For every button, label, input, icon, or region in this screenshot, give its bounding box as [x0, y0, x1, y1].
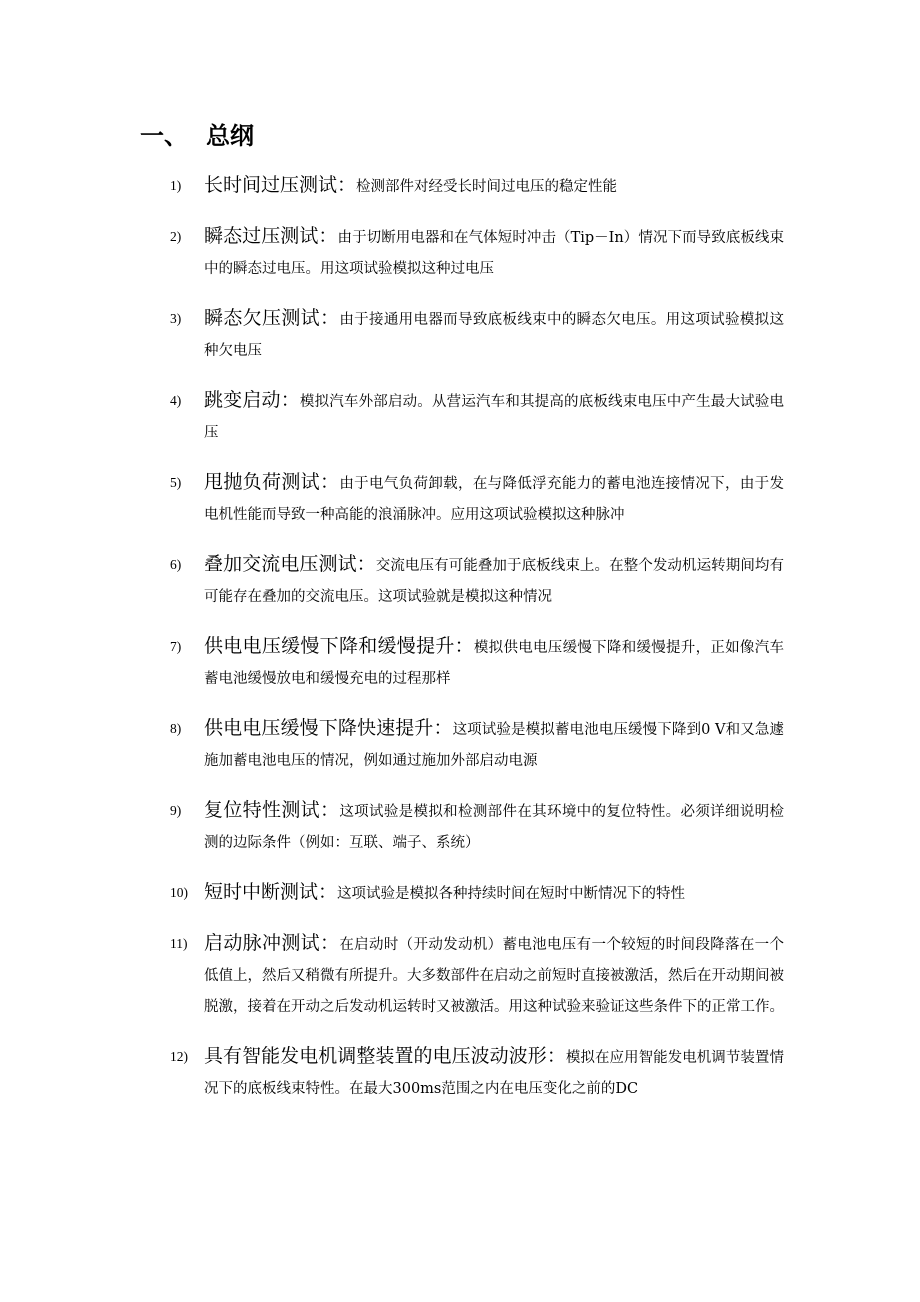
list-item: [170, 877, 784, 910]
item-number: 11): [170, 936, 188, 951]
item-text: 由于切断用电器和在气体短时冲击（Tip－In）情况下而导致底板线束中的瞬态过电压。用这项试验模拟这种过电压: [204, 230, 784, 277]
item-colon: ：: [546, 1045, 566, 1067]
list-item: [170, 549, 784, 613]
list-item: [170, 1041, 784, 1105]
item-title: 短时中断测试: [204, 881, 319, 903]
item-text: 这项试验是模拟各种持续时间在短时中断情况下的特性: [337, 886, 686, 902]
section-title: 总纲: [206, 121, 254, 150]
list-item: [170, 928, 784, 1023]
item-number: 3): [170, 311, 182, 326]
item-colon: ：: [320, 471, 340, 493]
section-number: 一、: [140, 121, 188, 150]
item-text: 模拟汽车外部启动。从营运汽车和其提高的底板线束电压中产生最大试验电压: [204, 394, 784, 441]
item-text: 由于接通用电器而导致底板线束中的瞬态欠电压。用这项试验模拟这种欠电压: [204, 312, 784, 359]
item-title: 跳变启动: [204, 389, 281, 411]
item-text: 这项试验是模拟蓄电池电压缓慢下降到0 V和又急遽施加蓄电池电压的情况，例如通过施加外部启动电源: [204, 722, 784, 769]
item-text: 在启动时（开动发动机）蓄电池电压有一个较短的时间段降落在一个低值上，然后又稍微有所提升。大多数部件在启动之前短时直接被激活，然后在开动期间被脱激，接着在开动之后发动机运转时又被激活。用这种试验来验证这些条件下的正常工作。: [204, 937, 784, 1015]
section-heading: [140, 118, 254, 154]
item-colon: ：: [318, 225, 338, 247]
item-text: 由于电气负荷卸载，在与降低浮充能力的蓄电池连接情况下，由于发电机性能而导致一种高能的浪涌脉冲。应用这项试验模拟这种脉冲: [204, 476, 784, 523]
item-text: 交流电压有可能叠加于底板线束上。在整个发动机运转期间均有可能存在叠加的交流电压。这项试验就是模拟这种情况: [204, 558, 784, 605]
item-title: 长时间过压测试: [204, 174, 338, 196]
item-colon: ：: [433, 717, 453, 739]
item-text: 模拟供电电压缓慢下降和缓慢提升，正如像汽车蓄电池缓慢放电和缓慢充电的过程那样: [204, 640, 784, 687]
item-title: 供电电压缓慢下降和缓慢提升: [204, 635, 455, 657]
item-number: 2): [170, 229, 182, 244]
item-title: 具有智能发电机调整装置的电压波动波形: [204, 1045, 547, 1067]
item-title: 瞬态过压测试: [204, 225, 319, 247]
item-title: 供电电压缓慢下降快速提升: [204, 717, 434, 739]
item-number: 1): [170, 178, 182, 193]
list-item: [170, 221, 784, 285]
list-item: [170, 713, 784, 777]
list-item: [170, 795, 784, 859]
test-list: [170, 170, 784, 1123]
item-colon: ：: [356, 553, 376, 575]
item-number: 10): [170, 885, 188, 900]
item-title: 复位特性测试: [204, 799, 320, 821]
item-colon: ：: [318, 881, 338, 903]
item-title: 叠加交流电压测试: [204, 553, 357, 575]
item-number: 7): [170, 639, 182, 654]
list-item: [170, 303, 784, 367]
item-text: 这项试验是模拟和检测部件在其环境中的复位特性。必须详细说明检测的边际条件（例如：互联、端子、系统）: [204, 804, 784, 851]
item-colon: ：: [454, 635, 474, 657]
item-colon: ：: [337, 174, 357, 196]
item-colon: ：: [320, 932, 340, 954]
item-number: 4): [170, 393, 182, 408]
item-colon: ：: [280, 389, 300, 411]
item-title: 瞬态欠压测试: [204, 307, 320, 329]
item-number: 12): [170, 1049, 188, 1064]
item-number: 8): [170, 721, 182, 736]
list-item: [170, 385, 784, 449]
item-title: 启动脉冲测试: [204, 932, 320, 954]
item-title: 甩抛负荷测试: [204, 471, 320, 493]
item-colon: ：: [320, 799, 340, 821]
list-item: [170, 170, 784, 203]
list-item: [170, 631, 784, 695]
item-number: 5): [170, 475, 182, 490]
item-number: 9): [170, 803, 182, 818]
item-number: 6): [170, 557, 182, 572]
item-colon: ：: [320, 307, 340, 329]
item-text: 模拟在应用智能发电机调节装置情况下的底板线束特性。在最大300ms范围之内在电压变化之前的DC: [204, 1050, 784, 1097]
item-text: 检测部件对经受长时间过电压的稳定性能: [356, 179, 618, 195]
list-item: [170, 467, 784, 531]
